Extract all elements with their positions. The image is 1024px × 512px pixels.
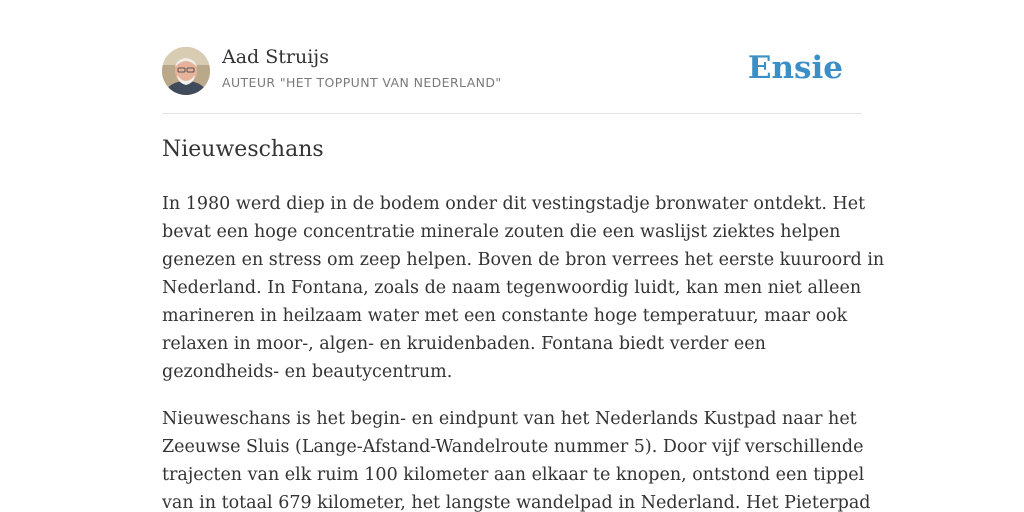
article-paragraph [162,190,885,386]
author-subtitle: AUTEUR "HET TOPPUNT VAN NEDERLAND" [222,75,502,90]
paragraph-line: trajecten van elk ruim 100 kilometer aan elkaar te knopen, ontstond een tippel [162,465,865,485]
author-name[interactable]: Aad Struijs [222,46,329,68]
paragraph-line: bevat een hoge concentratie minerale zouten die een waslijst ziektes helpen [162,222,841,242]
avatar-photo-icon [162,47,210,95]
paragraph-line: Nederland. In Fontana, zoals de naam tegenwoordig luidt, kan men niet alleen [162,278,862,298]
paragraph-line: Zeeuwse Sluis (Lange-Afstand-Wandelroute nummer 5). Door vijf verschillende [162,437,864,457]
article-paragraph [162,405,871,512]
paragraph-line: Nieuweschans is het begin- en eindpunt van het Nederlands Kustpad naar het [162,409,857,429]
author-header [162,46,862,96]
article-body [162,190,885,512]
paragraph-line: genezen en stress om zeep helpen. Boven de bron verrees het eerste kuuroord in [162,250,885,270]
brand-logo[interactable]: Ensie [747,50,843,86]
paragraph-line: marineren in heilzaam water met een constante hoge temperatuur, maar ook [162,306,848,326]
article-title: Nieuweschans [162,137,324,162]
paragraph-line: In 1980 werd diep in de bodem onder dit vestingstadje bronwater ontdekt. Het [162,194,866,214]
paragraph-line: van in totaal 679 kilometer, het langste wandelpad in Nederland. Het Pieterpad [162,493,871,512]
paragraph-line: relaxen in moor-, algen- en kruidenbaden. Fontana biedt verder een [162,334,766,354]
paragraph-line: gezondheids- en beautycentrum. [162,362,453,382]
author-avatar[interactable] [162,47,210,95]
header-divider [162,113,862,114]
